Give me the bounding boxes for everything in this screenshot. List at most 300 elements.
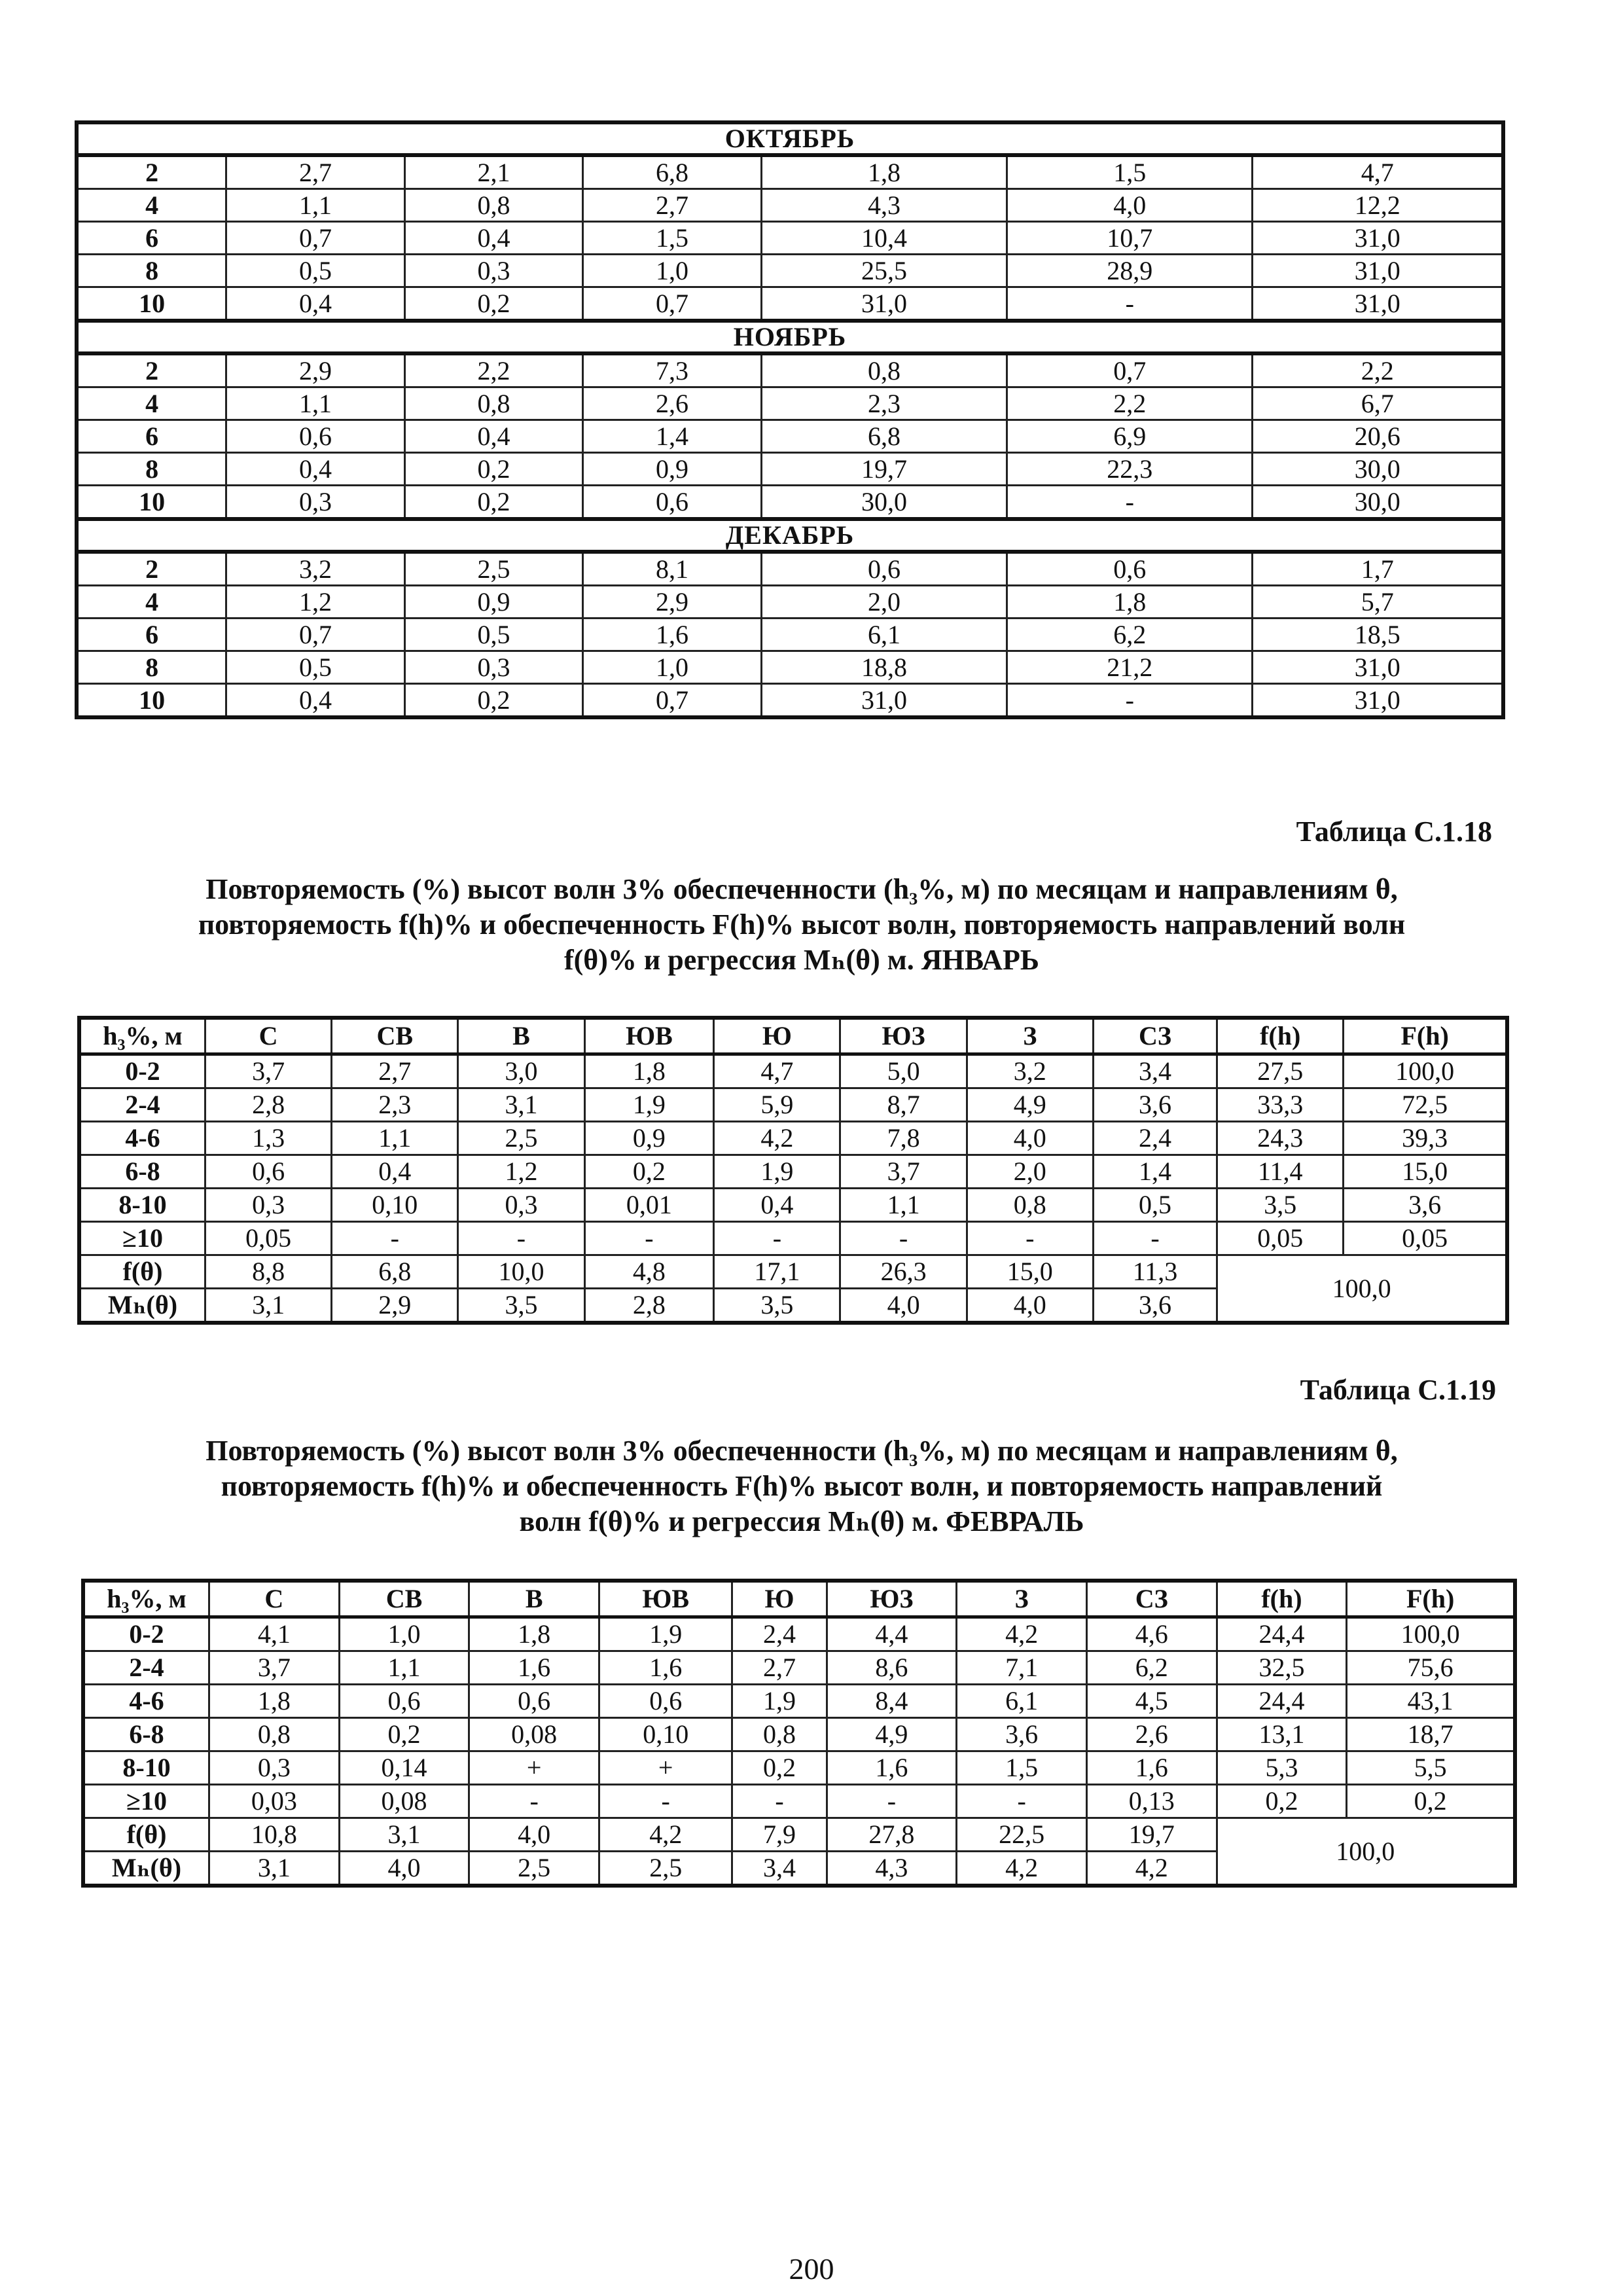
- table-cell: 8,1: [583, 552, 762, 586]
- table-cell: 1,6: [599, 1651, 732, 1685]
- table-cell: 0,3: [458, 1189, 584, 1222]
- f-theta-row: [79, 1255, 1507, 1289]
- table-row: [77, 155, 1503, 189]
- table-cell: 4,0: [339, 1852, 469, 1886]
- table-cell: 1,9: [732, 1685, 827, 1718]
- table-cell: 3,6: [1093, 1289, 1217, 1323]
- row-key: 8: [77, 651, 226, 684]
- table-row: [79, 1088, 1507, 1122]
- table-cell: 1,1: [332, 1122, 458, 1155]
- row-key: 8-10: [83, 1751, 209, 1785]
- table-cell: 1,2: [458, 1155, 584, 1189]
- row-key: ≥10: [79, 1222, 205, 1255]
- table-cell: 0,05: [1344, 1222, 1507, 1255]
- row-key: Mₕ(θ): [79, 1289, 205, 1323]
- table-cell: -: [332, 1222, 458, 1255]
- table-cell: 0,2: [339, 1718, 469, 1751]
- table-row: [83, 1785, 1515, 1818]
- table-cell: 1,7: [1253, 552, 1503, 586]
- table-cell: 3,7: [840, 1155, 967, 1189]
- table-cell: 4,3: [827, 1852, 957, 1886]
- row-key: 10: [77, 287, 226, 321]
- table-cell: 0,6: [226, 420, 405, 453]
- table-cell: 3,1: [458, 1088, 584, 1122]
- table-c119-caption: [105, 1433, 1499, 1539]
- table-cell: 10,7: [1007, 222, 1253, 255]
- column-header: С: [205, 1018, 332, 1054]
- table-row: [83, 1617, 1515, 1651]
- table-cell: 1,8: [209, 1685, 340, 1718]
- column-header: Ю: [732, 1581, 827, 1617]
- row-key: 4: [77, 586, 226, 619]
- table-row: [77, 552, 1503, 586]
- table-cell: 4,4: [827, 1617, 957, 1651]
- table-row: [77, 287, 1503, 321]
- column-header: З: [957, 1581, 1087, 1617]
- table-cell: 1,3: [205, 1122, 332, 1155]
- table-cell: 75,6: [1347, 1651, 1515, 1685]
- table-cell: 2,9: [226, 353, 405, 387]
- table-cell: 6,8: [332, 1255, 458, 1289]
- table-cell: 0,7: [1007, 353, 1253, 387]
- table-cell: -: [957, 1785, 1087, 1818]
- table-cell: 1,9: [714, 1155, 840, 1189]
- table-cell: 3,5: [714, 1289, 840, 1323]
- table-cell: 1,9: [599, 1617, 732, 1651]
- month-title: ОКТЯБРЬ: [77, 122, 1503, 155]
- table-cell: 2,6: [583, 387, 762, 420]
- table-cell: 0,6: [205, 1155, 332, 1189]
- table-row: [77, 486, 1503, 520]
- row-key: 2: [77, 552, 226, 586]
- table-cell: 2,5: [599, 1852, 732, 1886]
- row-key: 6-8: [83, 1718, 209, 1751]
- caption-line: Повторяемость (%) высот волн 3% обеспеченности (h₃%, м) по месяцам и направлениям θ,: [205, 873, 1398, 905]
- table-cell: -: [1007, 684, 1253, 718]
- table-row: [77, 222, 1503, 255]
- row-key: 2: [77, 155, 226, 189]
- table-cell: 8,7: [840, 1088, 967, 1122]
- table-cell: 17,1: [714, 1255, 840, 1289]
- row-key: f(θ): [83, 1818, 209, 1852]
- table-cell: 0,2: [584, 1155, 714, 1189]
- table-cell: 2,6: [1086, 1718, 1217, 1751]
- table-cell: 100,0: [1344, 1054, 1507, 1088]
- table-cell: 0,2: [1347, 1785, 1515, 1818]
- table-cell: 0,4: [404, 420, 583, 453]
- row-key: 8-10: [79, 1189, 205, 1222]
- table-cell: 7,9: [732, 1818, 827, 1852]
- column-header: ЮВ: [599, 1581, 732, 1617]
- table-cell: 72,5: [1344, 1088, 1507, 1122]
- table-cell: 4,0: [967, 1289, 1093, 1323]
- column-header: f(h): [1217, 1018, 1344, 1054]
- table-cell: 30,0: [1253, 486, 1503, 520]
- row-key: 0-2: [79, 1054, 205, 1088]
- table-cell: 11,4: [1217, 1155, 1344, 1189]
- table-row: [79, 1122, 1507, 1155]
- table-cell: 1,4: [583, 420, 762, 453]
- table-cell: 2,2: [1253, 353, 1503, 387]
- table-cell: 18,5: [1253, 619, 1503, 651]
- table-c118: [77, 1016, 1509, 1325]
- row-key: 2-4: [79, 1088, 205, 1122]
- table-row: [79, 1222, 1507, 1255]
- row-key: 6: [77, 222, 226, 255]
- table-cell: 3,5: [1217, 1189, 1344, 1222]
- table-cell: 12,2: [1253, 189, 1503, 222]
- column-header: СВ: [339, 1581, 469, 1617]
- row-key: Mₕ(θ): [83, 1852, 209, 1886]
- table-cell: 3,4: [1093, 1054, 1217, 1088]
- table-cell: 1,1: [840, 1189, 967, 1222]
- table-cell: 3,6: [1344, 1189, 1507, 1222]
- table-cell: 4,0: [967, 1122, 1093, 1155]
- table-cell: 0,7: [583, 287, 762, 321]
- table-cell: 0,4: [226, 453, 405, 486]
- table-cell: -: [967, 1222, 1093, 1255]
- table-cell: 1,6: [469, 1651, 599, 1685]
- table-cell: 4,0: [840, 1289, 967, 1323]
- table-cell: 18,7: [1347, 1718, 1515, 1751]
- page-number: 200: [789, 2252, 834, 2286]
- table-cell: 31,0: [1253, 287, 1503, 321]
- table-row: [77, 619, 1503, 651]
- table-cell: 18,8: [761, 651, 1007, 684]
- table-cell: 6,1: [761, 619, 1007, 651]
- table-cell: 0,5: [226, 255, 405, 287]
- table-row: [77, 684, 1503, 718]
- table-cell: 15,0: [1344, 1155, 1507, 1189]
- table-cell: 39,3: [1344, 1122, 1507, 1155]
- table-cell: 3,1: [339, 1818, 469, 1852]
- row-key: 0-2: [83, 1617, 209, 1651]
- table-cell: 4,9: [827, 1718, 957, 1751]
- table-cell: 2,2: [1007, 387, 1253, 420]
- table-cell: 31,0: [1253, 255, 1503, 287]
- table-cell: 0,6: [469, 1685, 599, 1718]
- table-cell: 0,5: [1093, 1189, 1217, 1222]
- table-cell: 0,4: [226, 684, 405, 718]
- column-header: f(h): [1217, 1581, 1347, 1617]
- row-key: 6: [77, 420, 226, 453]
- table-cell: 13,1: [1217, 1718, 1347, 1751]
- month-header-row: [77, 321, 1503, 353]
- month-header-row: [77, 519, 1503, 552]
- caption-line: f(θ)% и регрессия Mₕ(θ) м. ЯНВАРЬ: [563, 944, 1040, 976]
- table-cell: 3,7: [205, 1054, 332, 1088]
- table-row: [79, 1155, 1507, 1189]
- table-cell: 0,4: [226, 287, 405, 321]
- table-cell: 24,4: [1217, 1685, 1347, 1718]
- table-cell: 31,0: [761, 684, 1007, 718]
- table-cell: 15,0: [967, 1255, 1093, 1289]
- table-cell: 2,5: [469, 1852, 599, 1886]
- row-key: ≥10: [83, 1785, 209, 1818]
- table-cell: 1,5: [583, 222, 762, 255]
- table-cell: 8,4: [827, 1685, 957, 1718]
- table-row: [77, 387, 1503, 420]
- table-cell: 4,8: [584, 1255, 714, 1289]
- table-cell: 7,1: [957, 1651, 1087, 1685]
- table-cell: 19,7: [761, 453, 1007, 486]
- table-cell: 3,6: [957, 1718, 1087, 1751]
- table-cell: 1,6: [1086, 1751, 1217, 1785]
- total-cell: 100,0: [1217, 1255, 1507, 1323]
- table-c118-number: Таблица С.1.18: [1296, 816, 1492, 848]
- table-cell: 0,5: [226, 651, 405, 684]
- table-cell: 1,9: [584, 1088, 714, 1122]
- column-header: ЮВ: [584, 1018, 714, 1054]
- table-cell: -: [1093, 1222, 1217, 1255]
- table-row: [77, 651, 1503, 684]
- table-cell: 100,0: [1347, 1617, 1515, 1651]
- table-cell: 22,3: [1007, 453, 1253, 486]
- table-cell: 6,7: [1253, 387, 1503, 420]
- table-cell: 0,5: [404, 619, 583, 651]
- table-row: [77, 353, 1503, 387]
- table-cell: 0,3: [404, 255, 583, 287]
- row-key: 2: [77, 353, 226, 387]
- table-row: [77, 255, 1503, 287]
- table-cell: 4,6: [1086, 1617, 1217, 1651]
- table-cell: 0,13: [1086, 1785, 1217, 1818]
- table-cell: 7,3: [583, 353, 762, 387]
- table-cell: 0,08: [339, 1785, 469, 1818]
- table-cell: 0,8: [732, 1718, 827, 1751]
- table-cell: 27,5: [1217, 1054, 1344, 1088]
- table-cell: 2,1: [404, 155, 583, 189]
- table-cell: 0,7: [226, 222, 405, 255]
- table-cell: 2,9: [332, 1289, 458, 1323]
- header-row: [79, 1018, 1507, 1054]
- column-header: F(h): [1347, 1581, 1515, 1617]
- table-cell: -: [1007, 486, 1253, 520]
- total-cell: 100,0: [1217, 1818, 1515, 1886]
- column-header: В: [458, 1018, 584, 1054]
- table-cell: 2,0: [967, 1155, 1093, 1189]
- table-cell: 3,6: [1093, 1088, 1217, 1122]
- table-row: [77, 420, 1503, 453]
- row-key: 4-6: [83, 1685, 209, 1718]
- table-cell: 0,2: [404, 486, 583, 520]
- table-cell: 3,1: [205, 1289, 332, 1323]
- table-cell: 8,6: [827, 1651, 957, 1685]
- table-c119-number: Таблица С.1.19: [1300, 1374, 1496, 1406]
- table-row: [77, 189, 1503, 222]
- table-cell: 0,9: [404, 586, 583, 619]
- table-cell: 2,7: [732, 1651, 827, 1685]
- table-cell: 31,0: [1253, 222, 1503, 255]
- table-cell: 4,0: [469, 1818, 599, 1852]
- table-cell: 2,4: [1093, 1122, 1217, 1155]
- table-cell: 4,2: [599, 1818, 732, 1852]
- table-cell: 2,9: [583, 586, 762, 619]
- table-cell: 1,8: [469, 1617, 599, 1651]
- caption-line: повторяемость f(h)% и обеспеченность F(h)% высот волн, и повторяемость направлений: [221, 1470, 1383, 1502]
- table-cell: 0,14: [339, 1751, 469, 1785]
- column-header: ЮЗ: [840, 1018, 967, 1054]
- table-cell: 21,2: [1007, 651, 1253, 684]
- table-cell: 0,8: [404, 189, 583, 222]
- table-cell: 1,5: [1007, 155, 1253, 189]
- table-row: [83, 1718, 1515, 1751]
- caption-line: волн f(θ)% и регрессия Mₕ(θ) м. ФЕВРАЛЬ: [519, 1505, 1084, 1537]
- table-cell: 11,3: [1093, 1255, 1217, 1289]
- table-cell: 0,05: [205, 1222, 332, 1255]
- table-cell: 2,7: [226, 155, 405, 189]
- table-row: [79, 1054, 1507, 1088]
- table-c118-caption: [105, 872, 1499, 978]
- table-cell: 3,0: [458, 1054, 584, 1088]
- table-cell: -: [599, 1785, 732, 1818]
- table-cell: 43,1: [1347, 1685, 1515, 1718]
- table-cell: 24,3: [1217, 1122, 1344, 1155]
- table-cell: 28,9: [1007, 255, 1253, 287]
- table-cell: 0,10: [332, 1189, 458, 1222]
- table-cell: 0,05: [1217, 1222, 1344, 1255]
- column-header: h₃%, м: [83, 1581, 209, 1617]
- table-cell: 0,3: [209, 1751, 340, 1785]
- table-cell: 2,4: [732, 1617, 827, 1651]
- table-cell: 1,0: [583, 651, 762, 684]
- table-row: [79, 1189, 1507, 1222]
- table-cell: 0,10: [599, 1718, 732, 1751]
- table-cell: 3,5: [458, 1289, 584, 1323]
- table-cell: 4,2: [957, 1852, 1087, 1886]
- table-cell: 4,0: [1007, 189, 1253, 222]
- table-cell: 1,1: [226, 387, 405, 420]
- header-row: [83, 1581, 1515, 1617]
- row-key: 2-4: [83, 1651, 209, 1685]
- table-cell: 1,0: [339, 1617, 469, 1651]
- table-cell: 27,8: [827, 1818, 957, 1852]
- table-cell: 0,4: [714, 1189, 840, 1222]
- table-row: [77, 586, 1503, 619]
- table-cell: 0,6: [339, 1685, 469, 1718]
- table-cell: 5,5: [1347, 1751, 1515, 1785]
- table-cell: 2,0: [761, 586, 1007, 619]
- table-cell: 6,9: [1007, 420, 1253, 453]
- table-cell: 3,7: [209, 1651, 340, 1685]
- table-cell: 1,2: [226, 586, 405, 619]
- table-cell: +: [469, 1751, 599, 1785]
- f-theta-row: [83, 1818, 1515, 1852]
- table-cell: 0,6: [599, 1685, 732, 1718]
- column-header: ЮЗ: [827, 1581, 957, 1617]
- continuation-table: [75, 120, 1505, 719]
- table-cell: 0,8: [209, 1718, 340, 1751]
- table-cell: 3,2: [226, 552, 405, 586]
- table-cell: 4,7: [714, 1054, 840, 1088]
- table-cell: +: [599, 1751, 732, 1785]
- table-cell: 22,5: [957, 1818, 1087, 1852]
- row-key: f(θ): [79, 1255, 205, 1289]
- table-cell: 2,5: [458, 1122, 584, 1155]
- table-cell: 1,8: [1007, 586, 1253, 619]
- table-cell: 2,5: [404, 552, 583, 586]
- table-cell: -: [458, 1222, 584, 1255]
- caption-line: повторяемость f(h)% и обеспеченность F(h)% высот волн, повторяемость направлений волн: [198, 908, 1406, 941]
- table-cell: 2,3: [761, 387, 1007, 420]
- table-cell: 4,3: [761, 189, 1007, 222]
- table-cell: 26,3: [840, 1255, 967, 1289]
- column-header: СЗ: [1093, 1018, 1217, 1054]
- table-cell: 2,7: [583, 189, 762, 222]
- table-cell: 1,1: [339, 1651, 469, 1685]
- table-cell: 33,3: [1217, 1088, 1344, 1122]
- table-cell: 6,8: [761, 420, 1007, 453]
- table-row: [77, 453, 1503, 486]
- table-cell: 5,9: [714, 1088, 840, 1122]
- table-cell: 32,5: [1217, 1651, 1347, 1685]
- table-cell: 0,9: [584, 1122, 714, 1155]
- table-cell: 1,6: [583, 619, 762, 651]
- row-key: 8: [77, 255, 226, 287]
- table-cell: 24,4: [1217, 1617, 1347, 1651]
- table-cell: 25,5: [761, 255, 1007, 287]
- month-header-row: [77, 122, 1503, 155]
- table-cell: -: [827, 1785, 957, 1818]
- table-cell: 4,9: [967, 1088, 1093, 1122]
- table-cell: 3,1: [209, 1852, 340, 1886]
- table-cell: -: [714, 1222, 840, 1255]
- table-cell: 2,2: [404, 353, 583, 387]
- table-cell: 0,01: [584, 1189, 714, 1222]
- table-cell: 0,2: [404, 287, 583, 321]
- table-cell: 4,5: [1086, 1685, 1217, 1718]
- table-cell: 0,6: [1007, 552, 1253, 586]
- table-cell: -: [469, 1785, 599, 1818]
- table-cell: 10,0: [458, 1255, 584, 1289]
- table-c119: [81, 1579, 1517, 1888]
- table-cell: 8,8: [205, 1255, 332, 1289]
- column-header: СВ: [332, 1018, 458, 1054]
- table-cell: 5,0: [840, 1054, 967, 1088]
- table-cell: 31,0: [761, 287, 1007, 321]
- table-cell: 2,8: [584, 1289, 714, 1323]
- row-key: 4-6: [79, 1122, 205, 1155]
- table-cell: 0,7: [226, 619, 405, 651]
- column-header: СЗ: [1086, 1581, 1217, 1617]
- table-cell: 5,7: [1253, 586, 1503, 619]
- table-cell: 0,7: [583, 684, 762, 718]
- table-cell: 0,3: [226, 486, 405, 520]
- table-cell: 0,08: [469, 1718, 599, 1751]
- table-cell: 30,0: [1253, 453, 1503, 486]
- table-cell: 2,8: [205, 1088, 332, 1122]
- table-cell: 0,3: [404, 651, 583, 684]
- column-header: Ю: [714, 1018, 840, 1054]
- table-cell: 6,2: [1007, 619, 1253, 651]
- table-cell: 1,1: [226, 189, 405, 222]
- table-cell: 4,2: [1086, 1852, 1217, 1886]
- table-cell: 0,9: [583, 453, 762, 486]
- table-cell: 0,8: [761, 353, 1007, 387]
- table-cell: 1,4: [1093, 1155, 1217, 1189]
- month-title: ДЕКАБРЬ: [77, 519, 1503, 552]
- table-cell: 1,5: [957, 1751, 1087, 1785]
- table-cell: 6,8: [583, 155, 762, 189]
- caption-line: Повторяемость (%) высот волн 3% обеспеченности (h₃%, м) по месяцам и направлениям θ,: [205, 1435, 1398, 1467]
- table-cell: 1,0: [583, 255, 762, 287]
- table-cell: 0,6: [583, 486, 762, 520]
- table-cell: 3,4: [732, 1852, 827, 1886]
- table-cell: 2,3: [332, 1088, 458, 1122]
- table-cell: -: [840, 1222, 967, 1255]
- column-header: h₃%, м: [79, 1018, 205, 1054]
- table-cell: 0,8: [967, 1189, 1093, 1222]
